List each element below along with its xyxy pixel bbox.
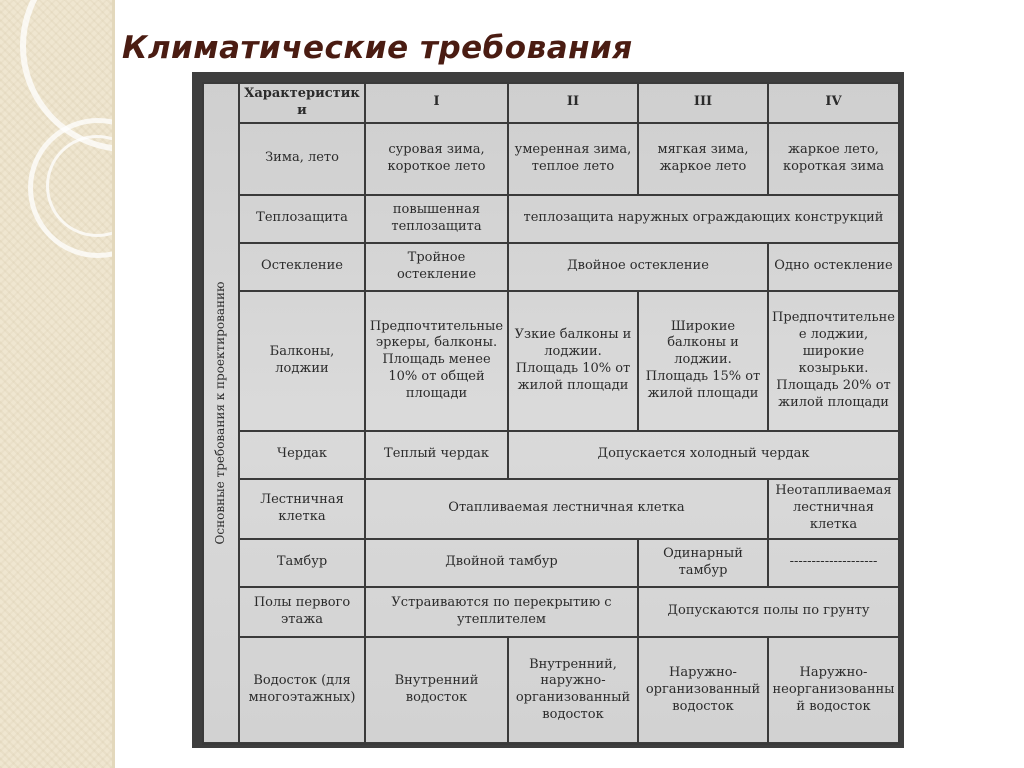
- table-photo: [192, 72, 904, 748]
- table-row: [203, 479, 899, 539]
- row-label: Полы первого этажа: [239, 587, 365, 637]
- table-cell: Одно остекление: [768, 243, 899, 291]
- table-cell: Одинарный тамбур: [638, 539, 768, 587]
- table-cell: Внутренний водосток: [365, 637, 508, 744]
- table-cell: Предпочтительнее лоджии, широкие козырьки. Площадь 20% от жилой площади: [768, 291, 899, 431]
- table-cell: теплозащита наружных ограждающих конструкций: [508, 195, 899, 243]
- header-zone-3: III: [638, 83, 768, 123]
- table-row: [203, 83, 899, 123]
- slide-title: Климатические требования: [122, 30, 633, 66]
- row-label: Балконы, лоджии: [239, 291, 365, 431]
- table-row: [203, 587, 899, 637]
- side-label: Основные требования к проектированию: [213, 281, 228, 545]
- table-cell: Наружно-организованный водосток: [638, 637, 768, 744]
- table-cell: мягкая зима, жаркое лето: [638, 123, 768, 195]
- row-label: Чердак: [239, 431, 365, 479]
- table-cell: Допускаются полы по грунту: [638, 587, 899, 637]
- table-row: [203, 291, 899, 431]
- requirements-table: [202, 82, 900, 745]
- table-cell: суровая зима, короткое лето: [365, 123, 508, 195]
- table-cell: Допускается холодный чердак: [508, 431, 899, 479]
- table-cell: --------------------: [768, 539, 899, 587]
- table-cell: Неотапливаемая лестничная клетка: [768, 479, 899, 539]
- panel-divider: [112, 0, 115, 768]
- table-row: [203, 637, 899, 744]
- header-characteristic: Характеристики: [239, 83, 365, 123]
- table-cell: Устраиваются по перекрытию с утеплителем: [365, 587, 638, 637]
- table-cell: повышенная теплозащита: [365, 195, 508, 243]
- table-cell: Тройное остекление: [365, 243, 508, 291]
- row-label: Теплозащита: [239, 195, 365, 243]
- table-paper: [202, 82, 898, 742]
- left-decorative-panel: [0, 0, 112, 768]
- table-row: [203, 539, 899, 587]
- row-label: Остекление: [239, 243, 365, 291]
- table-cell: Двойной тамбур: [365, 539, 638, 587]
- table-row: [203, 431, 899, 479]
- header-zone-1: I: [365, 83, 508, 123]
- side-label-cell: [203, 83, 239, 744]
- table-cell: Широкие балконы и лоджии. Площадь 15% от жилой площади: [638, 291, 768, 431]
- table-cell: жаркое лето, короткая зима: [768, 123, 899, 195]
- header-zone-4: IV: [768, 83, 899, 123]
- table-row: [203, 123, 899, 195]
- row-label: Лестничная клетка: [239, 479, 365, 539]
- table-cell: Узкие балконы и лоджии. Площадь 10% от жилой площади: [508, 291, 638, 431]
- row-label: Водосток (для многоэтажных): [239, 637, 365, 744]
- table-cell: Отапливаемая лестничная клетка: [365, 479, 768, 539]
- table-cell: Внутренний, наружно-организованный водосток: [508, 637, 638, 744]
- table-cell: умеренная зима, теплое лето: [508, 123, 638, 195]
- row-label: Зима, лето: [239, 123, 365, 195]
- table-cell: Теплый чердак: [365, 431, 508, 479]
- table-cell: Наружно-неорганизованный водосток: [768, 637, 899, 744]
- table-cell: Предпочтительные эркеры, балконы. Площадь менее 10% от общей площади: [365, 291, 508, 431]
- table-row: [203, 243, 899, 291]
- row-label: Тамбур: [239, 539, 365, 587]
- header-zone-2: II: [508, 83, 638, 123]
- table-cell: Двойное остекление: [508, 243, 768, 291]
- table-row: [203, 195, 899, 243]
